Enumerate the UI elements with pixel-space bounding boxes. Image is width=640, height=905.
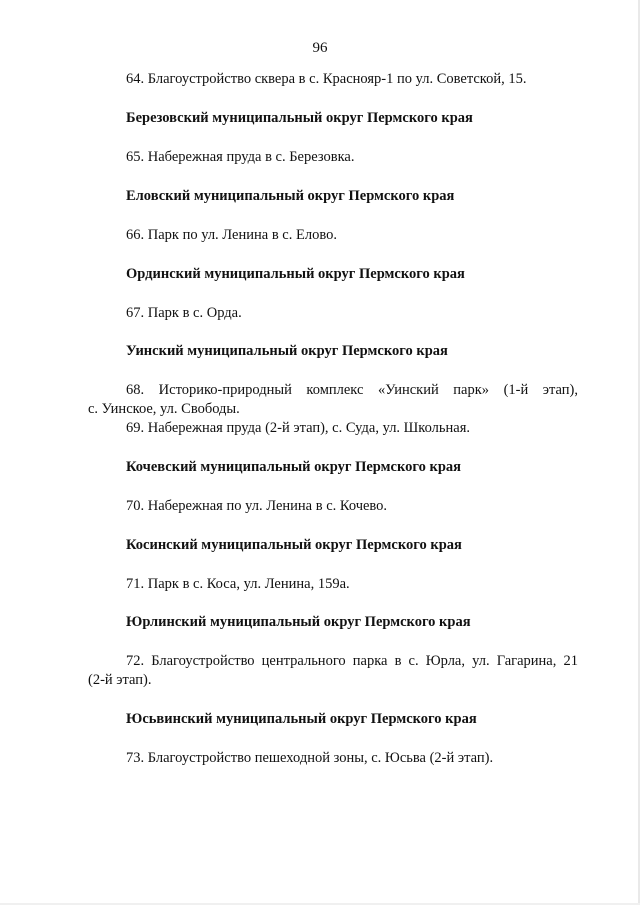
section-heading-yurlinsky: Юрлинский муниципальный округ Пермского края [126, 614, 471, 630]
list-item-64: 64. Благоустройство сквера в с. Краснояр-1 по ул. Советской, 15. [126, 71, 527, 87]
section-heading-kosinsky: Косинский муниципальный округ Пермского края [126, 537, 462, 553]
section-heading-kochevsky: Кочевский муниципальный округ Пермского края [126, 459, 461, 475]
section-heading-ordinsky: Ординский муниципальный округ Пермского края [126, 266, 465, 282]
list-item-69: 69. Набережная пруда (2-й этап), с. Суда, ул. Школьная. [126, 420, 471, 436]
section-heading-yusvinsky: Юсьвинский муниципальный округ Пермского края [126, 711, 477, 727]
list-item-72-line-2: (2-й этап). [88, 672, 152, 688]
section-heading-berezovsky: Березовский муниципальный округ Пермского края [126, 110, 473, 126]
list-item-68-line-1: 68. Историко-природный комплекс «Уинский парк» (1-й этап), [126, 382, 578, 398]
section-heading-elovsky: Еловский муниципальный округ Пермского края [126, 188, 455, 204]
list-item-68-line-2: с. Уинское, ул. Свободы. [88, 401, 240, 417]
list-item-73: 73. Благоустройство пешеходной зоны, с. Юсьва (2-й этап). [126, 750, 494, 766]
list-item-72-line-1: 72. Благоустройство центрального парка в с. Юрла, ул. Гагарина, 21 [126, 653, 578, 669]
page-number: 96 [312, 40, 328, 56]
section-heading-uinsky: Уинский муниципальный округ Пермского края [126, 343, 448, 359]
list-item-65: 65. Набережная пруда в с. Березовка. [126, 149, 355, 165]
list-item-70: 70. Набережная по ул. Ленина в с. Кочево. [126, 498, 388, 514]
list-item-66: 66. Парк по ул. Ленина в с. Елово. [126, 227, 337, 243]
list-item-67: 67. Парк в с. Орда. [126, 305, 242, 321]
list-item-71: 71. Парк в с. Коса, ул. Ленина, 159а. [126, 576, 350, 592]
